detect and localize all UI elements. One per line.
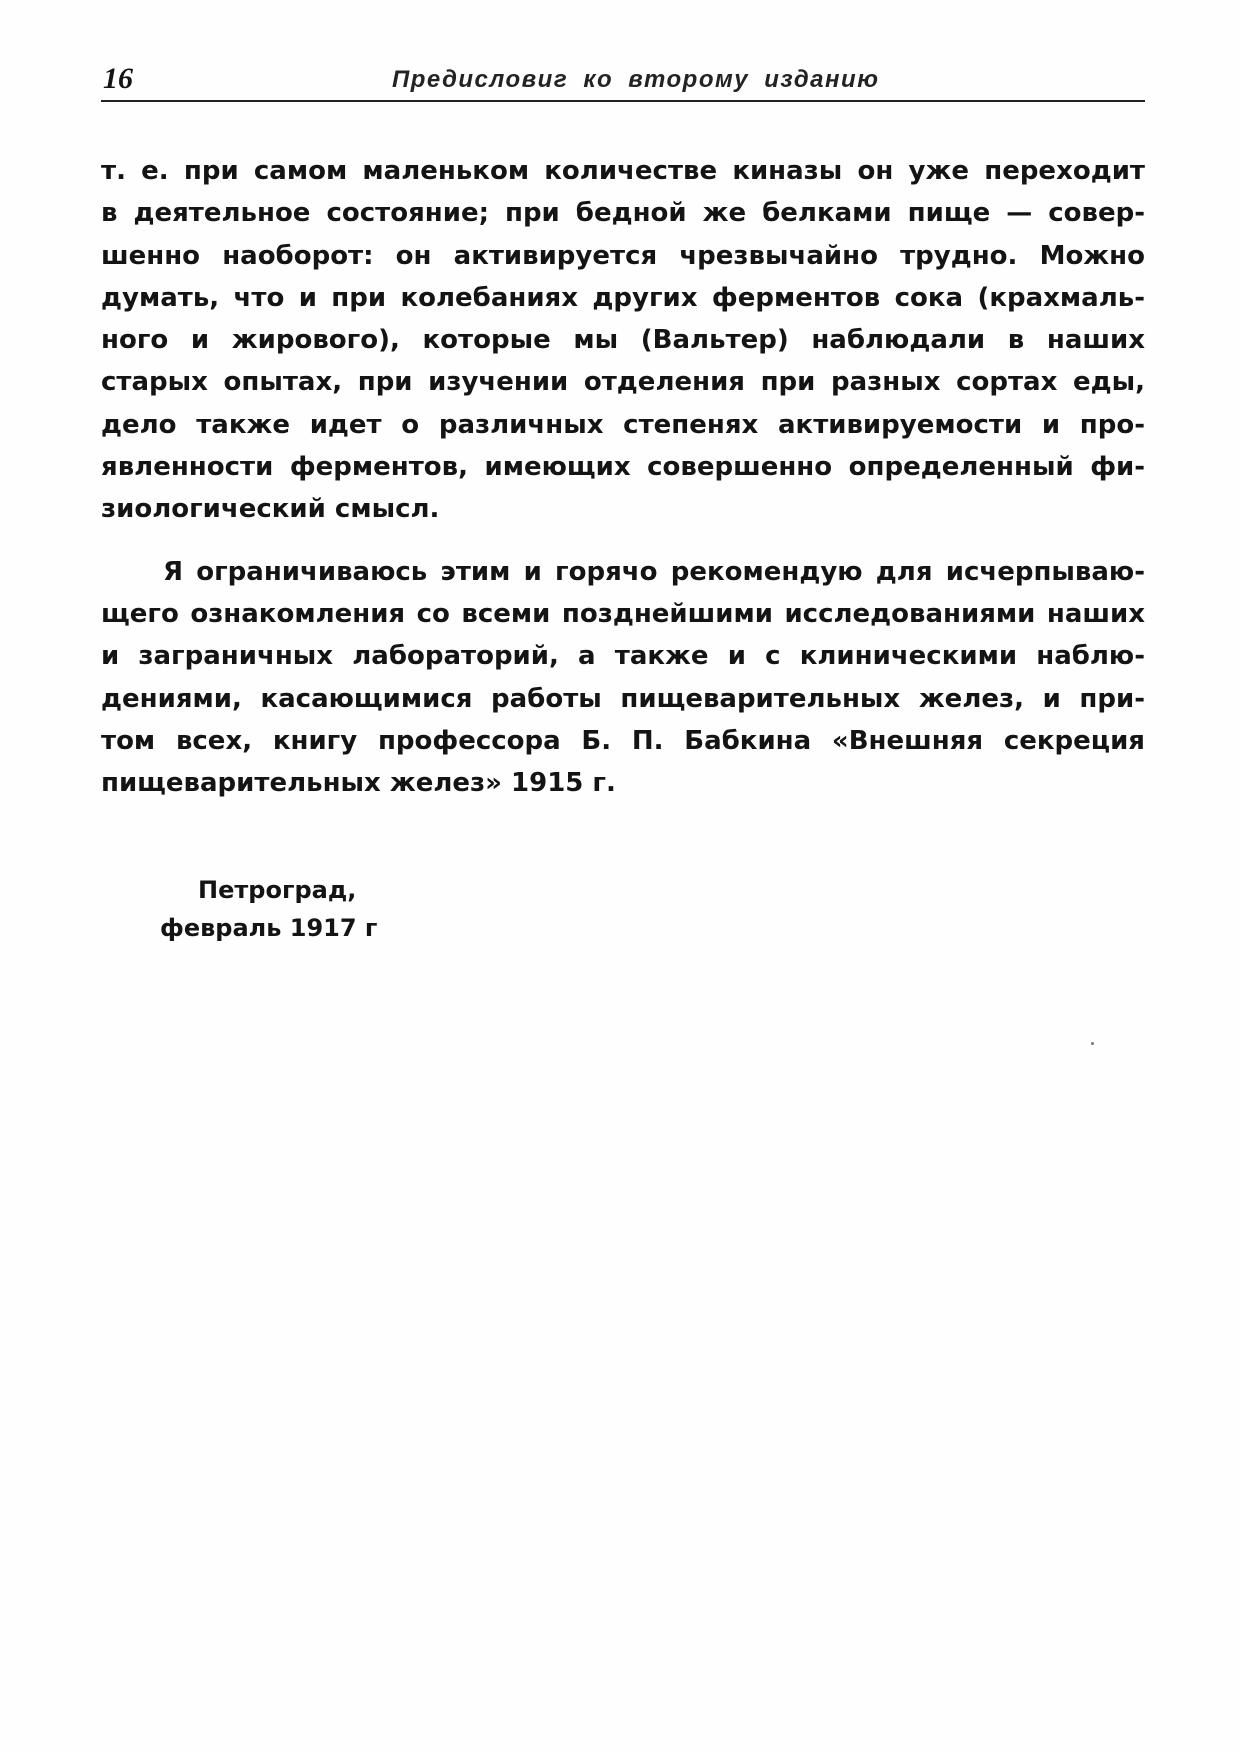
text-line: том всех, книгу профессора Б. П. Бабкина «Внешняя секреция [101, 725, 1145, 756]
text-line: шенно наоборот: он активируется чрезвычайно трудно. Можно [101, 240, 1145, 271]
running-head-title: Предисловиг ко второму изданию [392, 66, 880, 93]
text-line: и заграничных лабораторий, а также и с клиническими наблю- [101, 641, 1145, 672]
page-number: 16 [103, 62, 133, 95]
signature-place: Петроград, [198, 876, 357, 904]
text-line: старых опытах, при изучении отделения при разных сортах еды, [101, 367, 1145, 398]
paragraph-gap [101, 531, 1145, 551]
text-line: в деятельное состояние; при бедной же белками пище — совер- [101, 198, 1145, 229]
text-line: Я ограничиваюсь этим и горячо рекомендую для исчерпываю- [163, 556, 1145, 587]
text-line: зиологический смысл. [101, 494, 440, 525]
text-line: ного и жирового), которые мы (Вальтер) наблюдали в наших [101, 325, 1145, 356]
print-speck [1091, 1042, 1094, 1045]
text-line: дело также идет о различных степенях активируемости и про- [101, 409, 1145, 440]
text-line: явленности ферментов, имеющих совершенно определенный фи- [101, 452, 1145, 483]
paragraph-2 [101, 551, 1145, 805]
body-text [101, 150, 1145, 804]
paragraph-1 [101, 150, 1145, 531]
text-line: дениями, касающимися работы пищеварительных желез, и при- [101, 683, 1145, 714]
text-line: думать, что и при колебаниях других ферментов сока (крахмаль- [101, 282, 1145, 313]
running-head [101, 60, 1145, 102]
text-line: пищеварительных желез» 1915 г. [101, 768, 616, 799]
text-line: щего ознакомления со всеми позднейшими исследованиями наших [101, 598, 1145, 629]
text-line: т. е. при самом маленьком количестве киназы он уже переходит [101, 156, 1145, 186]
signature-block [160, 871, 377, 947]
signature-date: февраль 1917 г [160, 914, 378, 942]
